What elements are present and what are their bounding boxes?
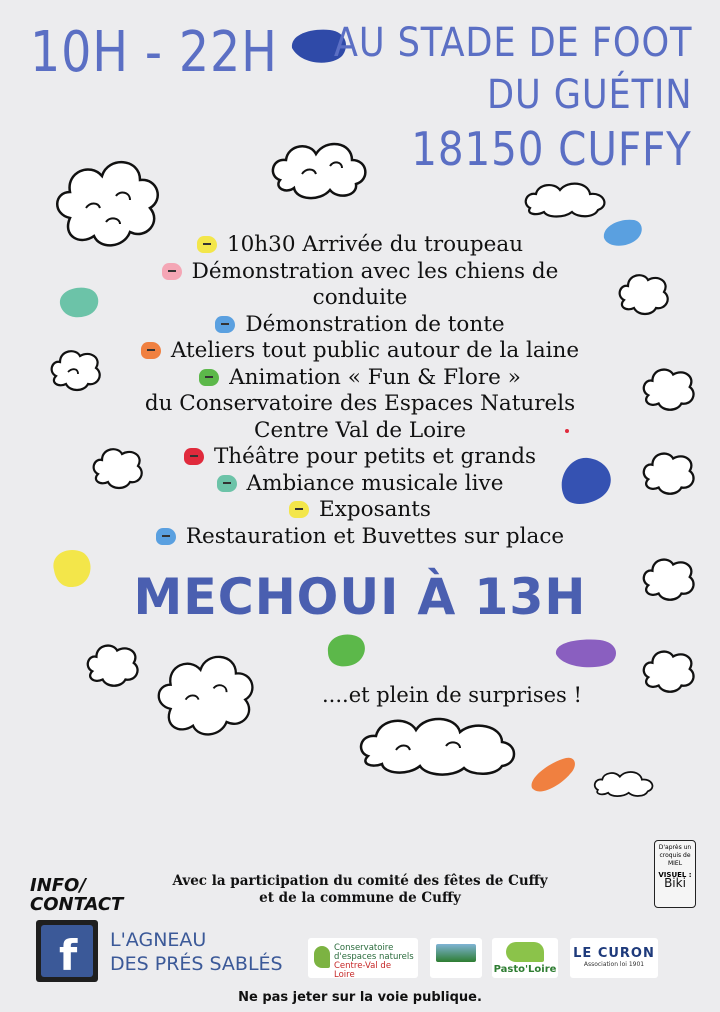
logo-text: LE CURON	[573, 946, 655, 961]
visuel-credit-text: MIEL	[667, 860, 683, 867]
program-item	[0, 312, 720, 339]
program-item	[0, 365, 720, 392]
program-list	[0, 232, 720, 550]
logo-conservatoire	[308, 938, 418, 978]
info-contact-heading	[30, 876, 123, 914]
logo-text: Conservatoire	[334, 943, 394, 953]
info-label: INFO/	[30, 875, 86, 896]
bullet-icon	[289, 501, 309, 518]
program-item	[0, 285, 720, 312]
bullet-icon	[162, 263, 182, 280]
facebook-page-name[interactable]	[110, 928, 283, 976]
bullet-icon	[156, 528, 176, 545]
program-item-text: Démonstration avec les chiens de	[191, 258, 559, 284]
program-item	[0, 338, 720, 365]
program-item-text: Exposants	[319, 497, 431, 522]
bullet-icon	[197, 236, 217, 253]
program-item-text: Ateliers tout public autour de la laine	[170, 338, 580, 363]
blob-decoration	[550, 636, 622, 672]
logo-text: d'espaces naturels	[334, 952, 414, 962]
bullet-icon	[215, 316, 235, 333]
blob-decoration	[322, 630, 368, 670]
program-item	[0, 444, 720, 471]
visuel-credit-signature: Biki	[664, 876, 686, 890]
program-item-text: Animation « Fun & Flore »	[229, 364, 521, 390]
logo-text: Association loi 1901	[583, 961, 645, 968]
pastoloire-logo-mark	[506, 942, 544, 962]
program-item	[0, 232, 720, 259]
logo-le-curon	[570, 938, 658, 978]
contact-label: CONTACT	[30, 894, 124, 915]
event-hours: 10H - 22H	[30, 20, 278, 85]
program-item-text: Théâtre pour petits et grands	[213, 444, 537, 469]
venue-address: 18150 CUFFY	[411, 122, 692, 176]
cloud-decoration	[592, 764, 658, 804]
bullet-icon	[199, 369, 219, 386]
conservatoire-logo-mark	[314, 946, 330, 968]
visuel-credit-text: D'après un	[658, 844, 692, 851]
program-item-text: 10h30 Arrivée du troupeau	[226, 232, 524, 257]
program-item	[0, 391, 720, 418]
cloud-decoration	[268, 136, 372, 202]
program-item-text: Centre Val de Loire	[254, 417, 466, 443]
program-item-text: Démonstration de tonte	[245, 311, 505, 337]
venue-line: DU GUÉTIN	[486, 72, 692, 118]
visuel-credit-label: VISUEL :	[658, 871, 692, 879]
cloud-decoration	[152, 642, 262, 746]
visuel-credit-text: croquis de	[659, 852, 691, 859]
bullet-icon	[141, 342, 161, 359]
birds-logo-mark	[436, 944, 476, 962]
program-item-text: Restauration et Buvettes sur place	[185, 523, 565, 549]
surprises-text: ....et plein de surprises !	[322, 683, 582, 707]
facebook-icon[interactable]	[36, 920, 98, 982]
logo-text: Pasto'Loire	[493, 964, 557, 975]
cloud-decoration	[522, 180, 612, 220]
facebook-name-line: L'AGNEAU	[110, 929, 207, 951]
partners-line: et de la commune de Cuffy	[259, 890, 461, 906]
cloud-decoration	[640, 646, 698, 694]
program-item	[0, 418, 720, 445]
logo-pastoloire	[492, 938, 558, 978]
logo-partner-birds	[430, 938, 482, 978]
footer-notice: Ne pas jeter sur la voie publique.	[238, 990, 482, 1005]
program-item-text: Ambiance musicale live	[246, 470, 504, 496]
program-item-text: conduite	[312, 285, 408, 310]
program-item	[0, 471, 720, 498]
program-item-text: du Conservatoire des Espaces Naturels	[144, 391, 576, 416]
bullet-icon	[217, 475, 237, 492]
program-item	[0, 524, 720, 551]
cloud-decoration	[356, 712, 520, 778]
venue-line: AU STADE DE FOOT	[333, 20, 692, 66]
bullet-icon	[184, 448, 204, 465]
program-item	[0, 497, 720, 524]
partners-line: Avec la participation du comité des fêtes de Cuffy	[172, 873, 548, 889]
partners-text	[150, 873, 570, 907]
highlight-mechoui: MECHOUI À 13H	[133, 568, 587, 626]
blob-decoration	[526, 754, 580, 798]
logo-text: Centre-Val de Loire	[334, 961, 392, 980]
visuel-credit-badge	[654, 840, 696, 908]
facebook-name-line: DES PRÉS SABLÉS	[110, 953, 283, 975]
facebook-icon-background	[41, 925, 93, 980]
facebook-f-glyph: f	[59, 931, 78, 980]
cloud-decoration	[84, 640, 142, 688]
program-item	[0, 259, 720, 286]
